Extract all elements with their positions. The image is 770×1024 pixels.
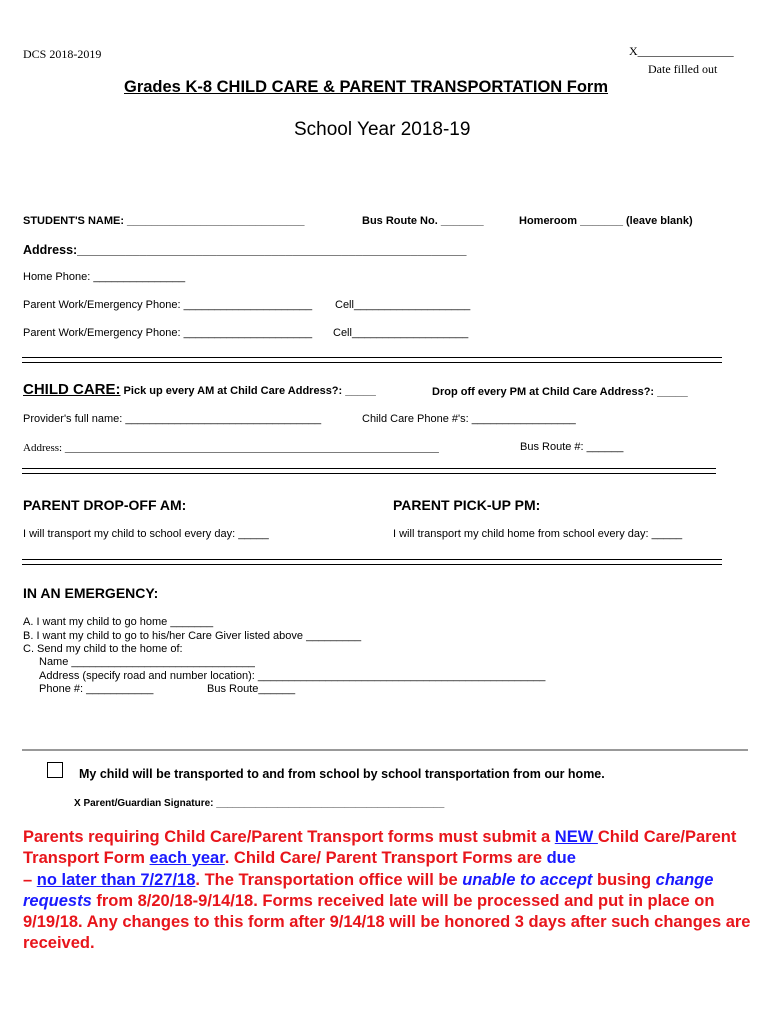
provider-name-field[interactable]: Provider's full name: ________________________________ — [23, 413, 322, 425]
emergency-phone-field[interactable]: Phone #: ___________ — [39, 683, 154, 695]
child-care-bus-route-field[interactable]: Bus Route #: ______ — [520, 441, 624, 453]
notice-text-7: from 8/20/18-9/14/18. Forms received late will be processed and put in place on 9/19/18. Any changes to this form after 9/14/18 will be honored 3 days after such changes are received. — [23, 891, 751, 953]
parent-pickup-field[interactable]: I will transport my child home from school every day: _____ — [393, 528, 683, 540]
section-separator — [22, 559, 722, 565]
notice-text-4: – — [23, 870, 37, 889]
notice-deadline: no later than 7/27/18 — [36, 870, 196, 889]
date-filled-label: Date filled out — [648, 62, 718, 76]
school-transport-statement: My child will be transported to and from school by school transportation from our home. — [79, 767, 605, 781]
school-transport-checkbox[interactable] — [47, 762, 63, 778]
notice-text-6: busing — [592, 870, 656, 889]
child-care-dropoff-field[interactable]: Drop off every PM at Child Care Address?: _____ — [432, 386, 688, 398]
parent-dropoff-heading: PARENT DROP-OFF AM: — [23, 497, 187, 513]
emergency-option-b[interactable]: B. I want my child to go to his/her Care Giver listed above _________ — [23, 630, 362, 642]
bus-route-field[interactable]: Bus Route No. _______ — [362, 215, 484, 227]
home-phone-field[interactable]: Home Phone: _______________ — [23, 271, 186, 283]
notice-new: NEW — [554, 828, 598, 846]
section-separator — [22, 357, 722, 363]
parent-pickup-heading: PARENT PICK-UP PM: — [393, 497, 541, 513]
emergency-bus-route-field[interactable]: Bus Route______ — [207, 683, 296, 695]
notice-text-5: . The Transportation office will be — [195, 870, 463, 889]
emergency-option-a[interactable]: A. I want my child to go home _______ — [23, 616, 214, 628]
cell-2-field[interactable]: Cell___________________ — [333, 327, 469, 339]
notice-text-1: Parents requiring Child Care/Parent Transport forms must submit a — [23, 828, 555, 846]
emergency-option-c[interactable]: C. Send my child to the home of: — [23, 643, 183, 655]
child-care-heading: CHILD CARE: — [23, 381, 121, 398]
address-field[interactable]: Address:________________________________________________________ — [23, 243, 467, 257]
child-care-address-field[interactable]: Address: ____________________________________________________________________ — [23, 442, 439, 454]
form-title: Grades K-8 CHILD CARE & PARENT TRANSPORTATION Form — [124, 78, 609, 96]
form-code: DCS 2018-2019 — [23, 47, 102, 61]
emergency-heading: IN AN EMERGENCY: — [23, 585, 159, 601]
emergency-name-field[interactable]: Name ______________________________ — [39, 656, 255, 668]
emergency-address-field[interactable]: Address (specify road and number location): _______________________________________________ — [39, 670, 546, 682]
date-filled-field[interactable]: X________________ — [629, 44, 734, 58]
section-separator — [22, 468, 716, 474]
parent-work-phone-1-field[interactable]: Parent Work/Emergency Phone: _____________________ — [23, 299, 313, 311]
notice-text-2: Child Care/Parent Transport Form — [23, 828, 737, 868]
parent-signature-field[interactable]: X Parent/Guardian Signature: _________________________________________ — [74, 798, 445, 809]
notice-text-3: . Child Care/ Parent Transport Forms are — [224, 849, 547, 868]
notice-each-year: each year — [149, 849, 225, 868]
child-care-pickup-field[interactable]: Pick up every AM at Child Care Address?: _____ — [120, 385, 376, 397]
notice-due: due — [546, 849, 576, 868]
submission-notice — [23, 827, 753, 955]
parent-dropoff-field[interactable]: I will transport my child to school every day: _____ — [23, 528, 269, 540]
notice-unable-to-accept: unable to accept — [462, 870, 593, 889]
school-year-title: School Year 2018-19 — [294, 119, 471, 140]
divider-line — [22, 749, 748, 751]
cell-1-field[interactable]: Cell___________________ — [335, 299, 471, 311]
student-name-field[interactable]: STUDENT'S NAME: _____________________________ — [23, 215, 305, 227]
homeroom-field[interactable]: Homeroom _______ (leave blank) — [519, 215, 693, 227]
child-care-row — [23, 381, 376, 399]
parent-work-phone-2-field[interactable]: Parent Work/Emergency Phone: _____________________ — [23, 327, 313, 339]
child-care-phone-field[interactable]: Child Care Phone #'s: _________________ — [362, 413, 576, 425]
notice-change-requests: change requests — [23, 870, 714, 910]
